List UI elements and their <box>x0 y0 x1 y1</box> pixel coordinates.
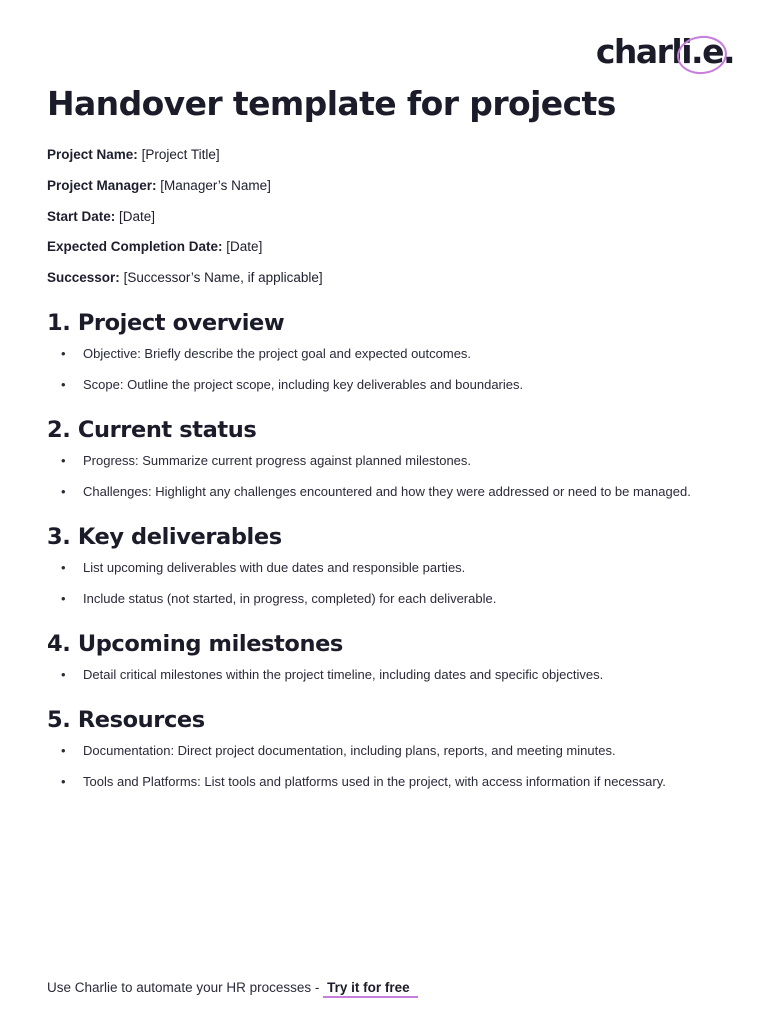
section-heading: 4. Upcoming milestones <box>47 631 343 657</box>
footer <box>47 980 418 995</box>
bullet-icon: • <box>61 591 66 606</box>
list-item <box>47 376 727 393</box>
list-item-text: Include status (not started, in progress, completed) for each deliverable. <box>83 591 497 606</box>
section-upcoming-milestones <box>47 631 727 683</box>
list-item <box>47 559 727 576</box>
bullet-icon: • <box>61 484 66 499</box>
try-it-free-link[interactable]: Try it for free <box>323 980 418 998</box>
list-item <box>47 666 727 683</box>
bullet-icon: • <box>61 377 66 392</box>
section-heading: 5. Resources <box>47 707 205 733</box>
bullet-icon: • <box>61 743 66 758</box>
list-item-text: Progress: Summarize current progress against planned milestones. <box>83 453 472 468</box>
list-item <box>47 773 727 790</box>
logo-text-end-label: i.e. <box>681 32 734 71</box>
field-label: Project Manager: <box>47 177 157 193</box>
list-item-text: Documentation: Direct project documentation, including plans, reports, and meeting minutes. <box>83 743 616 758</box>
field-project-name <box>47 146 323 164</box>
list-item <box>47 483 727 500</box>
field-value: [Date] <box>119 208 156 224</box>
section-resources <box>47 707 727 790</box>
list-item <box>47 590 727 607</box>
field-label: Project Name: <box>47 147 138 162</box>
bullet-list <box>47 666 727 683</box>
field-successor <box>47 269 323 287</box>
bullet-icon: • <box>61 774 66 789</box>
list-item-text: Detail critical milestones within the project timeline, including dates and specific objectives. <box>83 667 604 682</box>
field-value: [Successor’s Name, if applicable] <box>123 270 323 286</box>
list-item-text: Challenges: Highlight any challenges encountered and how they were addressed or need to be managed. <box>83 484 691 499</box>
charlie-logo <box>596 32 734 71</box>
field-value: [Manager’s Name] <box>160 177 271 193</box>
field-project-manager <box>47 177 323 195</box>
section-project-overview <box>47 310 727 393</box>
page-title: Handover template for projects <box>47 84 616 123</box>
bullet-icon: • <box>61 560 66 575</box>
section-heading: 1. Project overview <box>47 310 285 336</box>
bullet-icon: • <box>61 667 66 682</box>
list-item <box>47 452 727 469</box>
field-value: [Project Title] <box>141 147 220 162</box>
sections <box>47 310 727 804</box>
bullet-list <box>47 452 727 500</box>
bullet-icon: • <box>61 346 66 361</box>
logo-text-end <box>681 32 734 71</box>
logo-text-main: charl <box>595 32 682 71</box>
field-start-date <box>47 208 323 226</box>
section-current-status <box>47 417 727 500</box>
field-label: Start Date: <box>47 208 116 224</box>
list-item-text: Objective: Briefly describe the project goal and expected outcomes. <box>83 346 472 361</box>
field-value: [Date] <box>226 239 263 255</box>
field-expected-completion-date <box>47 238 323 256</box>
list-item-text: Scope: Outline the project scope, including key deliverables and boundaries. <box>83 377 524 392</box>
section-heading: 2. Current status <box>47 417 257 443</box>
section-key-deliverables <box>47 524 727 607</box>
list-item-text: List upcoming deliverables with due dates and responsible parties. <box>83 560 466 575</box>
list-item <box>47 742 727 759</box>
project-fields <box>47 146 323 300</box>
bullet-list <box>47 559 727 607</box>
field-label: Successor: <box>47 270 120 286</box>
section-heading: 3. Key deliverables <box>47 524 282 550</box>
footer-text: Use Charlie to automate your HR processes - <box>47 980 324 995</box>
list-item-text: Tools and Platforms: List tools and platforms used in the project, with access information if necessary. <box>83 774 666 789</box>
bullet-list <box>47 345 727 393</box>
list-item <box>47 345 727 362</box>
bullet-icon: • <box>61 453 66 468</box>
field-label: Expected Completion Date: <box>47 239 223 255</box>
bullet-list <box>47 742 727 790</box>
